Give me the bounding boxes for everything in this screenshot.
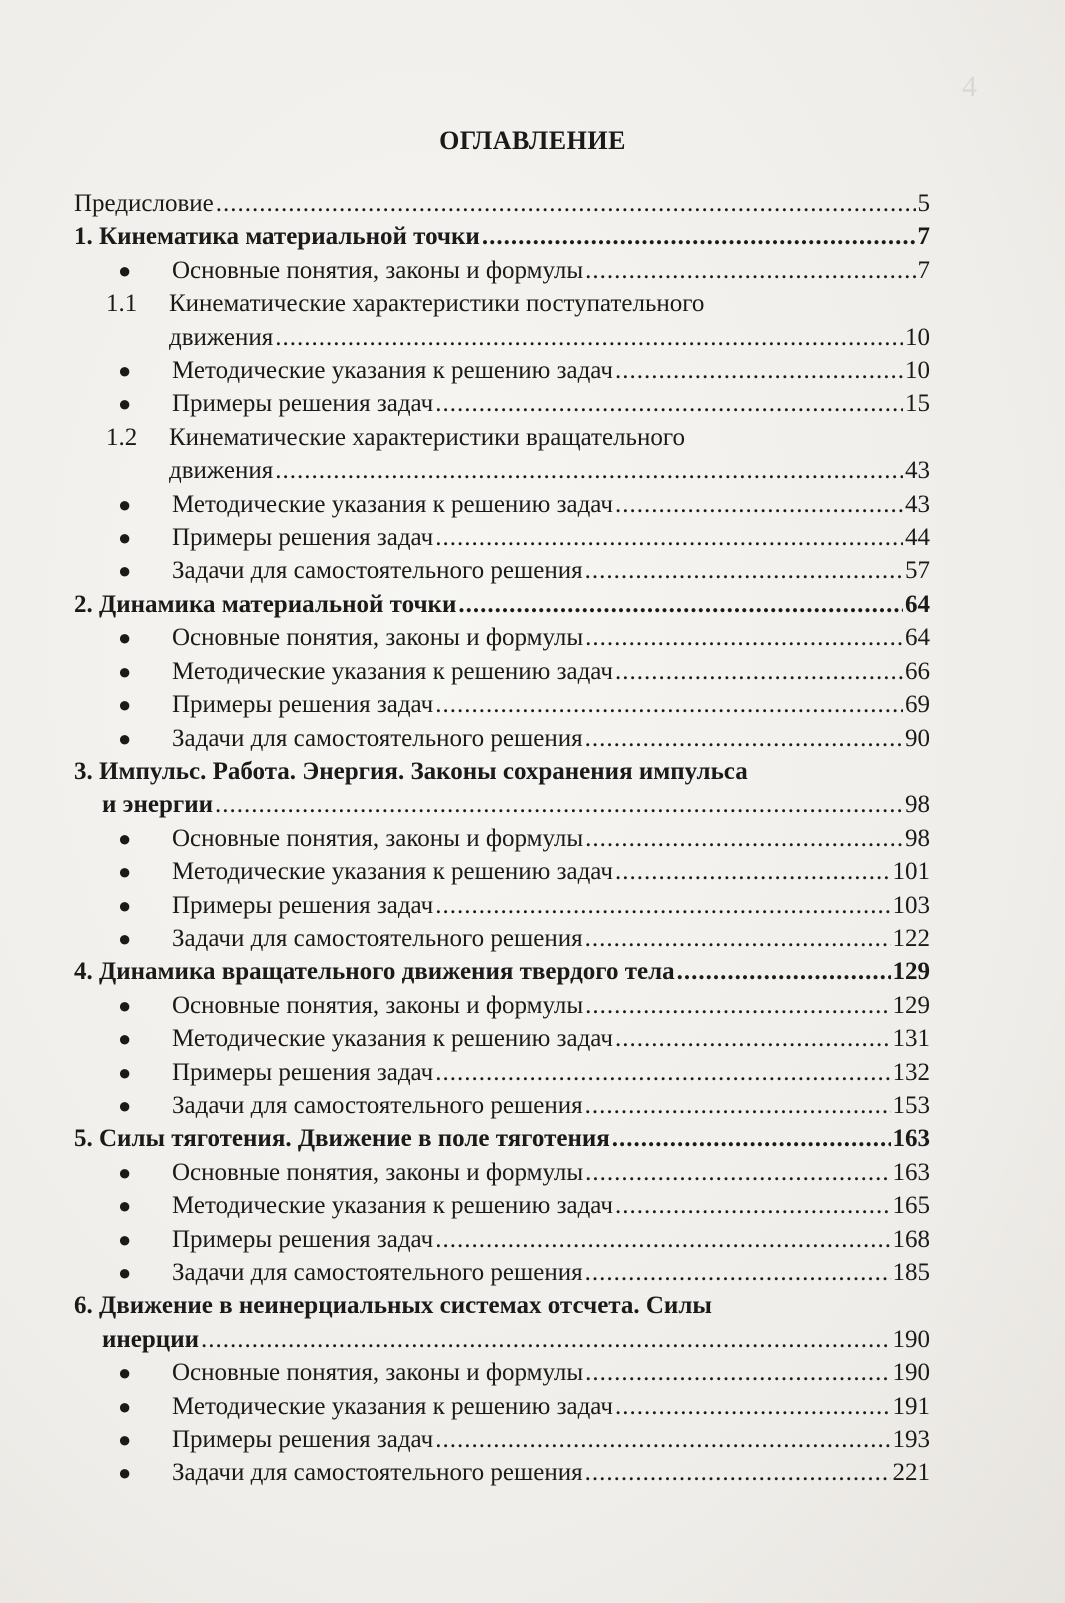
leader-dots (435, 387, 903, 420)
toc-label: Методические указания к решению задач (172, 858, 613, 886)
toc-item[interactable] (74, 822, 930, 855)
toc-label: движения (169, 323, 274, 351)
toc-label: Основные понятия, законы и формулы (172, 1359, 584, 1387)
toc-chapter-6-cont[interactable] (74, 1323, 930, 1356)
leader-dots (585, 722, 903, 755)
toc-label: Методические указания к решению задач (172, 657, 613, 685)
toc-section-1-1[interactable] (74, 287, 930, 320)
leader-dots (585, 989, 890, 1022)
bullet-icon: ● (118, 525, 132, 551)
toc-chapter-4[interactable] (74, 955, 930, 988)
toc-section-1-2-cont[interactable] (74, 454, 930, 487)
leader-dots (585, 1156, 890, 1189)
bullet-icon: ● (118, 892, 132, 918)
leader-dots (215, 788, 903, 821)
toc-page-number: 69 (905, 691, 930, 719)
bullet-icon: ● (118, 859, 132, 885)
toc-chapter-1[interactable] (74, 220, 930, 253)
leader-dots (275, 321, 903, 354)
section-number: 1.2 (106, 423, 138, 451)
toc-item[interactable] (74, 855, 930, 888)
toc-page-number: 190 (892, 1325, 930, 1353)
toc-page-number: 168 (892, 1225, 930, 1253)
bullet-icon: ● (118, 658, 132, 684)
leader-dots (585, 1456, 891, 1489)
bullet-icon: ● (118, 625, 132, 651)
toc-label: 2. Динамика материальной точки (74, 590, 457, 618)
leader-dots (585, 922, 891, 955)
leader-dots (201, 1323, 890, 1356)
toc-page-number: 15 (905, 390, 930, 418)
toc-section-1-2[interactable] (74, 421, 930, 454)
toc-chapter-2[interactable] (74, 588, 930, 621)
toc-page-number: 64 (905, 624, 930, 652)
toc-page-number: 129 (892, 991, 930, 1019)
toc-page-number: 193 (892, 1426, 930, 1454)
toc-item[interactable] (74, 387, 930, 420)
toc-label: Основные понятия, законы и формулы (172, 991, 584, 1019)
toc-label: 6. Движение в неинерциальных системах отсчета. Силы (74, 1292, 712, 1320)
toc-item[interactable] (74, 655, 930, 688)
toc-label: движения (169, 457, 274, 485)
leader-dots (615, 855, 891, 888)
toc-item[interactable] (74, 1156, 930, 1189)
toc-label: Примеры решения задач (172, 691, 434, 719)
toc-page-number: 7 (917, 256, 930, 284)
table-of-contents (74, 187, 930, 1490)
toc-label: Примеры решения задач (172, 390, 434, 418)
toc-label: Задачи для самостоятельного решения (172, 924, 583, 952)
leader-dots (615, 1390, 891, 1423)
bullet-icon: ● (118, 1460, 132, 1486)
toc-item[interactable] (74, 722, 930, 755)
toc-label: 3. Импульс. Работа. Энергия. Законы сохранения импульса (74, 757, 748, 785)
toc-label: Примеры решения задач (172, 1426, 434, 1454)
bullet-icon: ● (118, 1260, 132, 1285)
leader-dots (585, 254, 915, 287)
bullet-icon: ● (118, 725, 132, 751)
bullet-icon: ● (118, 558, 132, 584)
toc-label: Основные понятия, законы и формулы (172, 824, 584, 852)
toc-label: 1. Кинематика материальной точки (74, 223, 480, 251)
toc-label: Методические указания к решению задач (172, 1392, 613, 1420)
toc-item[interactable] (74, 889, 930, 922)
toc-item[interactable] (74, 1089, 930, 1122)
toc-item[interactable] (74, 621, 930, 654)
leader-dots (612, 1122, 891, 1155)
toc-page-number: 90 (905, 724, 930, 752)
leader-dots (585, 621, 903, 654)
leader-dots (482, 220, 916, 253)
toc-item[interactable] (74, 1022, 930, 1055)
bullet-icon: ● (118, 1026, 132, 1052)
page-title: ОГЛАВЛЕНИЕ (439, 126, 626, 155)
toc-label: Основные понятия, законы и формулы (172, 624, 584, 652)
bullet-icon: ● (118, 358, 132, 384)
toc-item[interactable] (74, 1390, 930, 1423)
toc-page-number: 10 (905, 357, 930, 385)
toc-page-number: 5 (917, 190, 930, 217)
leader-dots (435, 688, 903, 721)
bullet-icon: ● (118, 491, 132, 517)
leader-dots (435, 521, 903, 554)
toc-label: инерции (102, 1325, 200, 1353)
leader-dots (677, 955, 891, 988)
bullet-icon: ● (118, 992, 132, 1018)
toc-item[interactable] (74, 554, 930, 587)
bullet-icon: ● (118, 1360, 132, 1386)
toc-page-number: 43 (905, 457, 930, 485)
toc-page-number: 101 (892, 858, 930, 886)
bullet-icon: ● (118, 1427, 132, 1453)
toc-page-number: 103 (892, 891, 930, 919)
toc-page-number: 122 (892, 924, 930, 952)
leader-dots (216, 187, 916, 220)
toc-item[interactable] (74, 354, 930, 387)
toc-entry-preface[interactable] (74, 187, 930, 220)
leader-dots (615, 354, 903, 387)
leader-dots (435, 1423, 890, 1456)
toc-label: Методические указания к решению задач (172, 1025, 613, 1053)
toc-chapter-5[interactable] (74, 1122, 930, 1155)
toc-page-number: 163 (892, 1158, 930, 1186)
toc-label: Кинематические характеристики вращательного (169, 423, 685, 451)
section-number: 1.1 (106, 290, 138, 318)
leader-dots (435, 1223, 890, 1256)
leader-dots (585, 1256, 891, 1289)
toc-label: Основные понятия, законы и формулы (172, 1158, 584, 1186)
toc-label: Задачи для самостоятельного решения (172, 1459, 583, 1487)
toc-label: Примеры решения задач (172, 891, 434, 919)
bullet-icon: ● (118, 1226, 132, 1252)
leader-dots (615, 1022, 891, 1055)
leader-dots (435, 1056, 890, 1089)
toc-page-number: 64 (905, 590, 930, 618)
toc-page-number: 7 (917, 223, 930, 251)
toc-page-number: 165 (892, 1192, 930, 1220)
toc-label: Предисловие (74, 190, 214, 217)
bullet-icon: ● (118, 692, 132, 718)
corner-page-mark: 4 (962, 70, 977, 103)
leader-dots (615, 488, 903, 521)
toc-chapter-3-cont[interactable] (74, 788, 930, 821)
toc-label: 5. Силы тяготения. Движение в поле тяготения (74, 1125, 610, 1153)
toc-item[interactable] (74, 989, 930, 1022)
toc-item[interactable] (74, 1356, 930, 1389)
toc-label: Методические указания к решению задач (172, 1192, 613, 1220)
toc-page-number: 131 (892, 1025, 930, 1053)
toc-item[interactable] (74, 922, 930, 955)
toc-item[interactable] (74, 1189, 930, 1222)
bullet-icon: ● (118, 391, 132, 417)
toc-item[interactable] (74, 1223, 930, 1256)
leader-dots (458, 588, 903, 621)
leader-dots (585, 1356, 890, 1389)
toc-page-number: 66 (905, 657, 930, 685)
toc-chapter-6[interactable] (74, 1289, 930, 1322)
bullet-icon: ● (118, 1393, 132, 1419)
toc-page-number: 163 (892, 1125, 930, 1153)
toc-page-number: 98 (905, 824, 930, 852)
toc-label: Задачи для самостоятельного решения (172, 724, 583, 752)
bullet-icon: ● (118, 257, 132, 283)
toc-item[interactable] (74, 521, 930, 554)
toc-item[interactable] (74, 688, 930, 721)
toc-label: Примеры решения задач (172, 524, 434, 552)
bullet-icon: ● (118, 1159, 132, 1185)
toc-page-number: 44 (905, 524, 930, 552)
toc-label: и энергии (102, 791, 214, 819)
toc-item[interactable] (74, 254, 930, 287)
bullet-icon: ● (118, 1059, 132, 1085)
toc-page-number: 98 (905, 791, 930, 819)
bullet-icon: ● (118, 825, 132, 851)
toc-page-number: 129 (892, 958, 930, 986)
toc-item[interactable] (74, 1256, 930, 1289)
leader-dots (585, 1089, 891, 1122)
toc-label: Задачи для самостоятельного решения (172, 1259, 583, 1286)
bullet-icon: ● (118, 925, 132, 951)
toc-page-number: 57 (905, 557, 930, 585)
bullet-icon: ● (118, 1193, 132, 1219)
leader-dots (615, 1189, 891, 1222)
toc-page-number: 132 (892, 1058, 930, 1086)
toc-label: Примеры решения задач (172, 1225, 434, 1253)
toc-page-number: 221 (892, 1459, 930, 1487)
toc-label: Задачи для самостоятельного решения (172, 1091, 583, 1119)
leader-dots (275, 454, 903, 487)
leader-dots (585, 822, 903, 855)
toc-page-number: 153 (892, 1091, 930, 1119)
toc-label: Примеры решения задач (172, 1058, 434, 1086)
toc-page-number: 185 (892, 1259, 930, 1286)
toc-item[interactable] (74, 1056, 930, 1089)
toc-item[interactable] (74, 488, 930, 521)
toc-item[interactable] (74, 1456, 930, 1489)
toc-page-number: 10 (905, 323, 930, 351)
toc-section-1-1-cont[interactable] (74, 321, 930, 354)
leader-dots (585, 554, 903, 587)
bullet-icon: ● (118, 1092, 132, 1118)
toc-label: Кинематические характеристики поступательного (169, 290, 705, 318)
toc-label: Методические указания к решению задач (172, 357, 613, 385)
toc-page-number: 191 (892, 1392, 930, 1420)
toc-label: Задачи для самостоятельного решения (172, 557, 583, 585)
toc-page-number: 43 (905, 490, 930, 518)
toc-label: Основные понятия, законы и формулы (172, 256, 584, 284)
toc-page-number: 190 (892, 1359, 930, 1387)
toc-label: 4. Динамика вращательного движения твердого тела (74, 958, 675, 986)
toc-label: Методические указания к решению задач (172, 490, 613, 518)
leader-dots (615, 655, 903, 688)
toc-chapter-3[interactable] (74, 755, 930, 788)
toc-item[interactable] (74, 1423, 930, 1456)
leader-dots (435, 889, 890, 922)
